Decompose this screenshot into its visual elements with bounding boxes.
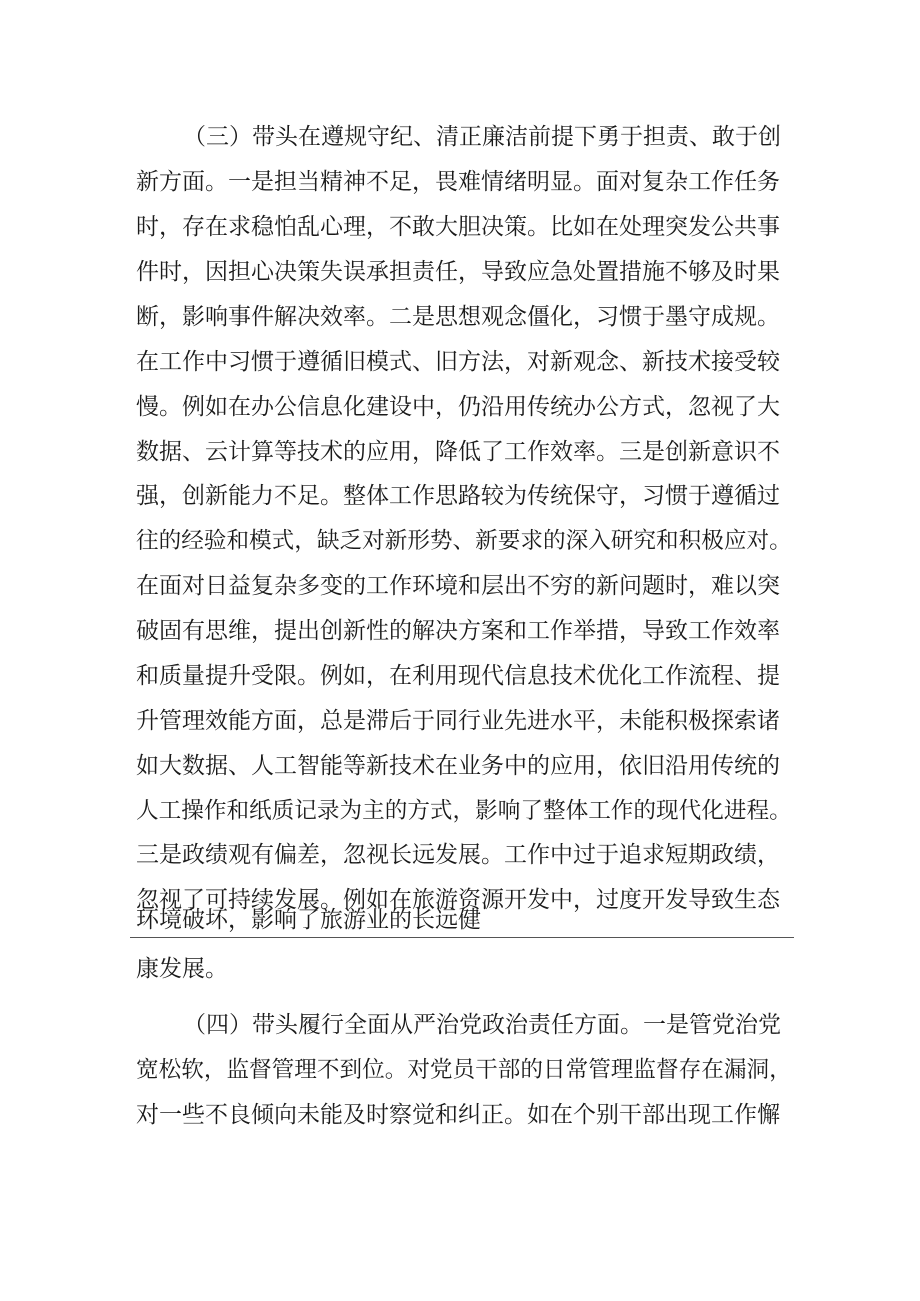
paragraph-line: 在工作中习惯于遵循旧模式、旧方法，对新观念、新技术接受较 bbox=[136, 349, 780, 375]
paragraph-line: 康发展。 bbox=[136, 956, 228, 982]
paragraph-line: 强，创新能力不足。整体工作思路较为传统保守，习惯于遵循过 bbox=[136, 483, 780, 509]
paragraph-line: 件时，因担心决策失误承担责任，导致应急处置措施不够及时果 bbox=[136, 259, 780, 285]
paragraph-line: 慢。例如在办公信息化建设中，仍沿用传统办公方式，忽视了大 bbox=[136, 394, 780, 420]
paragraph-line: 升管理效能方面，总是滞后于同行业先进水平，未能积极探索诸 bbox=[136, 708, 780, 734]
paragraph-line: 人工操作和纸质记录为主的方式，影响了整体工作的现代化进程。 bbox=[136, 798, 792, 824]
paragraph-line: （三）带头在遵规守纪、清正廉洁前提下勇于担责、敢于创 bbox=[183, 124, 781, 150]
page-divider bbox=[130, 937, 794, 938]
paragraph-line: 如大数据、人工智能等新技术在业务中的应用，依旧沿用传统的 bbox=[136, 753, 780, 779]
paragraph-line: 破固有思维，提出创新性的解决方案和工作举措，导致工作效率 bbox=[136, 618, 780, 644]
paragraph-line: 在面对日益复杂多变的工作环境和层出不穷的新问题时，难以突 bbox=[136, 573, 780, 599]
paragraph-line: 宽松软，监督管理不到位。对党员干部的日常管理监督存在漏洞， bbox=[136, 1057, 792, 1083]
paragraph-line: 和质量提升受限。例如，在利用现代信息技术优化工作流程、提 bbox=[136, 663, 780, 689]
paragraph-line: 新方面。一是担当精神不足，畏难情绪明显。面对复杂工作任务 bbox=[136, 169, 780, 195]
paragraph-line: 环境破坏，影响了旅游业的长远健 bbox=[136, 907, 481, 933]
paragraph-line: 三是政绩观有偏差，忽视长远发展。工作中过于追求短期政绩， bbox=[136, 842, 780, 868]
paragraph-line: 对一些不良倾向未能及时察觉和纠正。如在个别干部出现工作懈 bbox=[136, 1102, 780, 1128]
paragraph-line: 时，存在求稳怕乱心理，不敢大胆决策。比如在处理突发公共事 bbox=[136, 214, 780, 240]
paragraph-line: 数据、云计算等技术的应用，降低了工作效率。三是创新意识不 bbox=[136, 439, 780, 465]
paragraph-line: 往的经验和模式，缺乏对新形势、新要求的深入研究和积极应对。 bbox=[136, 528, 792, 554]
paragraph-line: 忽视了可持续发展。例如在旅游资源开发中，过度开发导致生态 bbox=[136, 887, 780, 913]
paragraph-line: （四）带头履行全面从严治党政治责任方面。一是管党治党 bbox=[183, 1012, 781, 1038]
paragraph-line: 断，影响事件解决效率。二是思想观念僵化，习惯于墨守成规。 bbox=[136, 304, 780, 330]
